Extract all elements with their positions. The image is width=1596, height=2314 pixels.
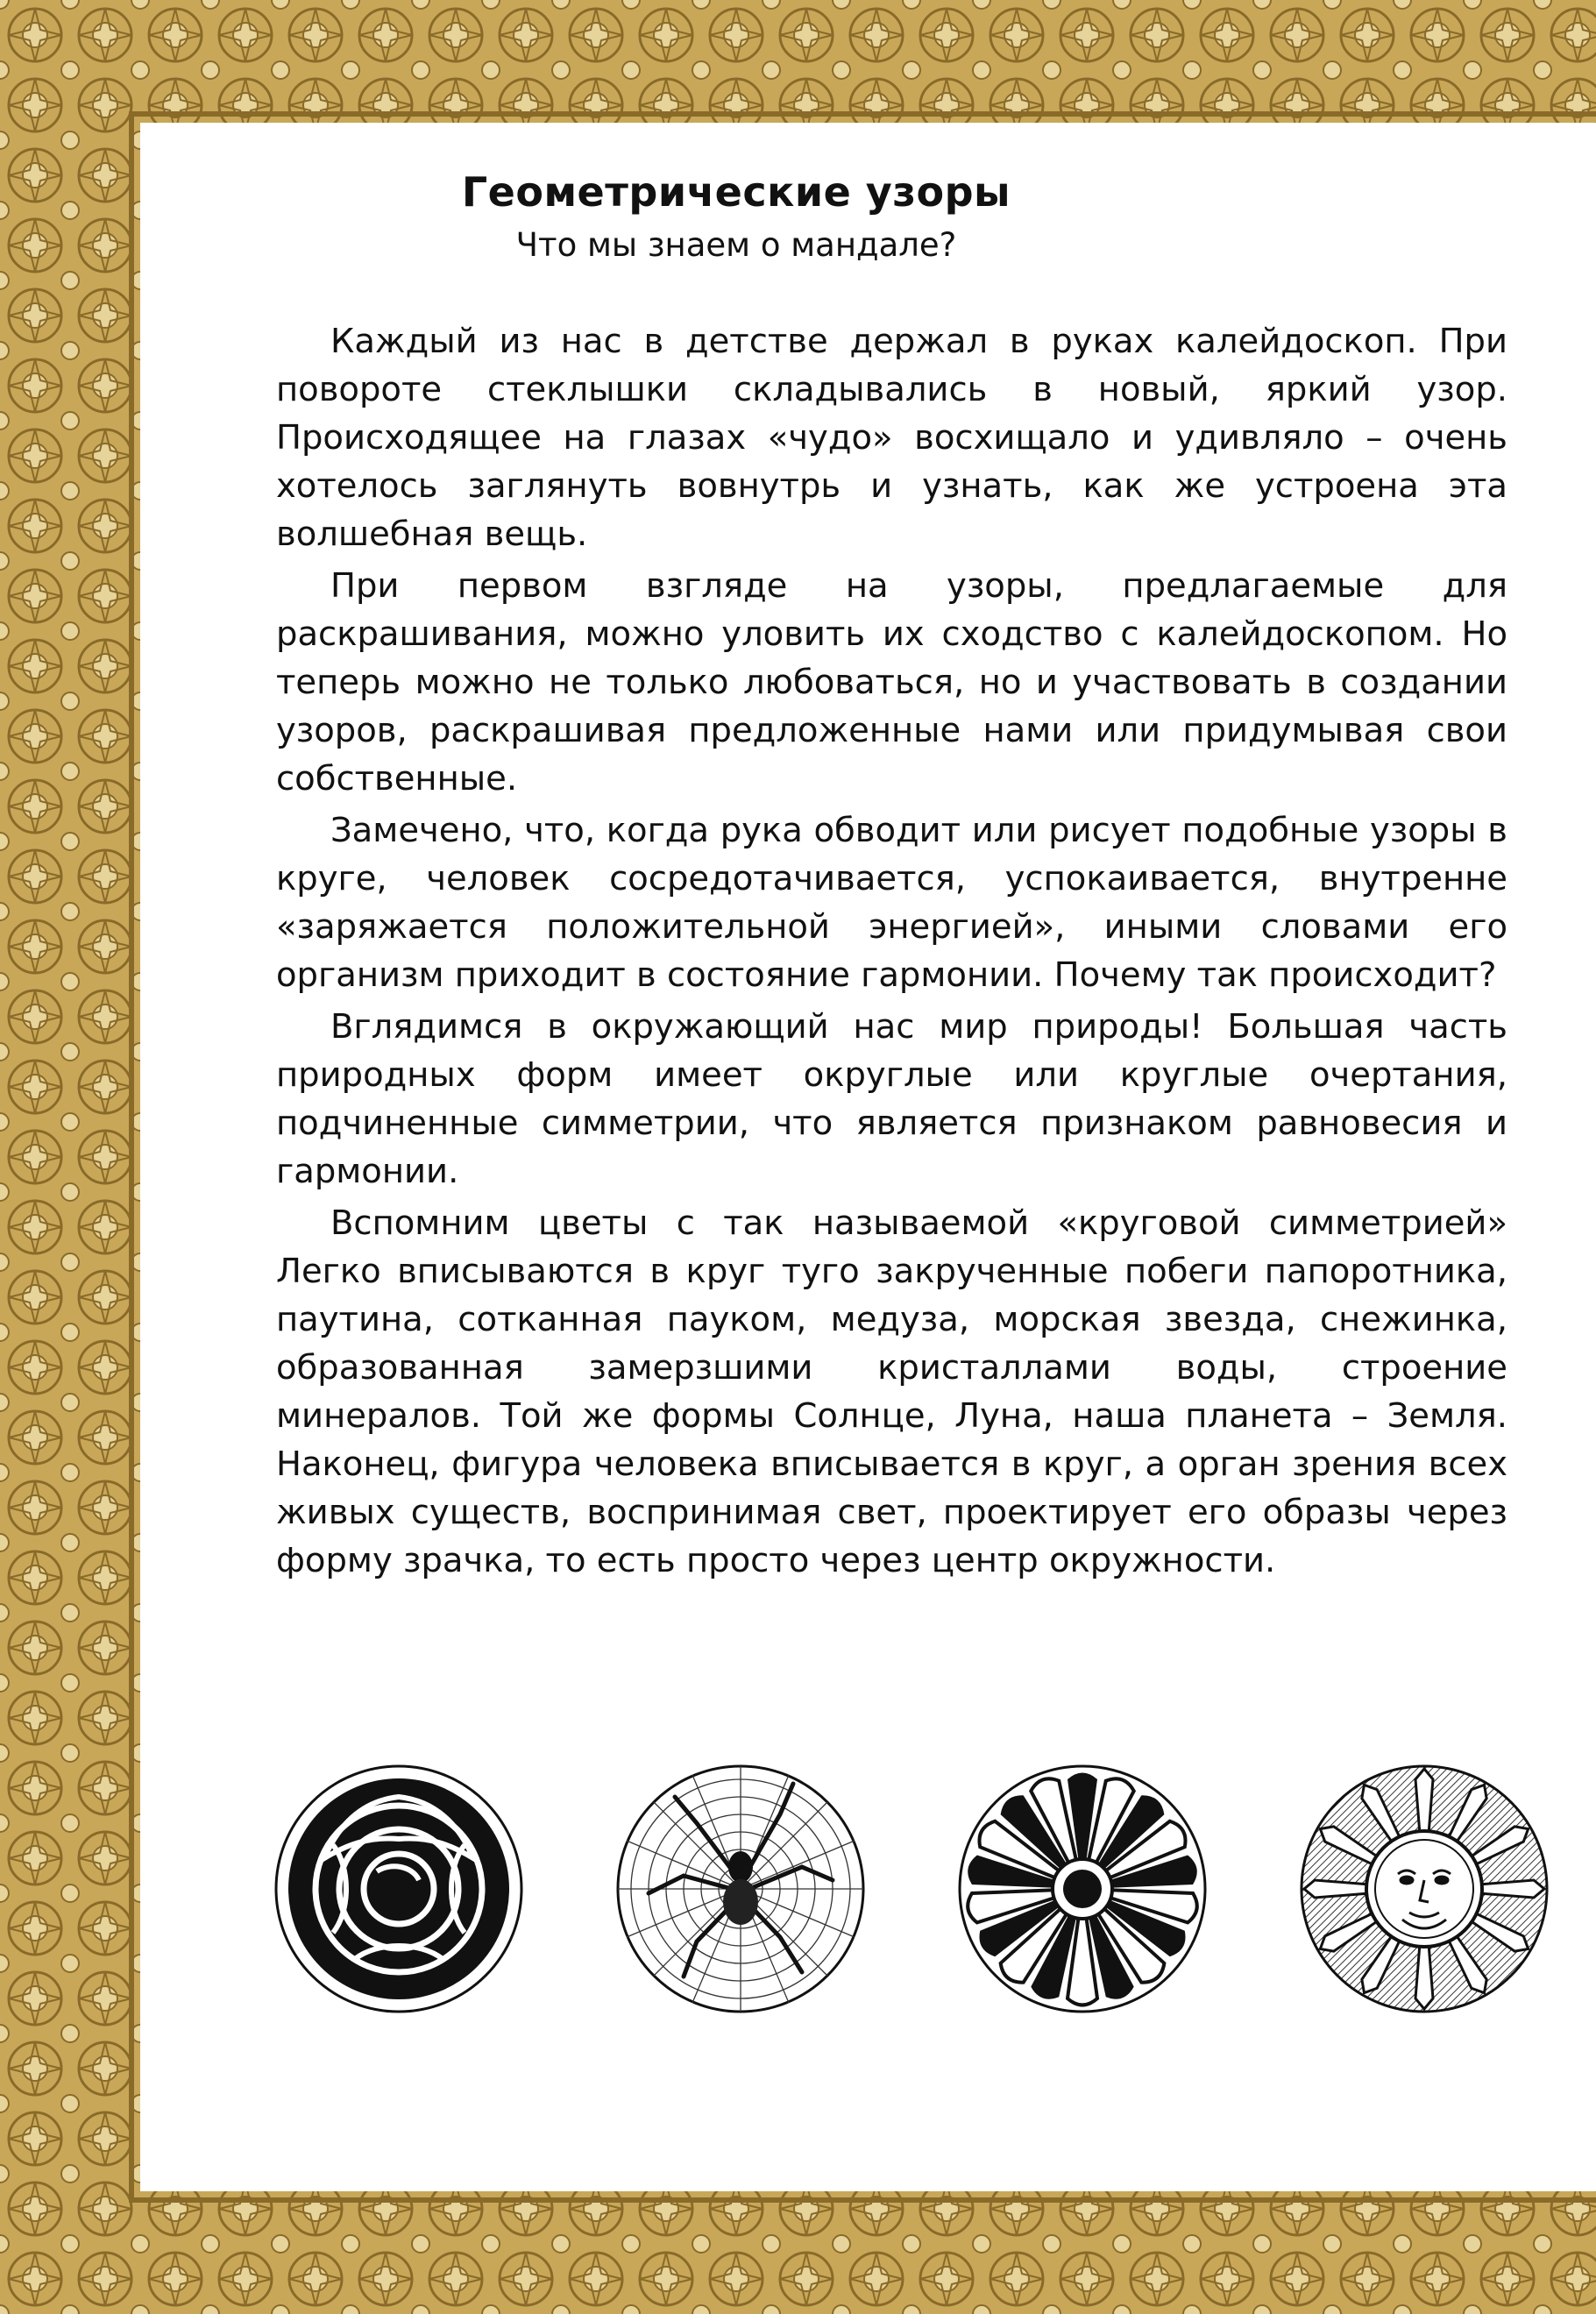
paragraph: Вспомним цветы с так называемой «круговой симметрией» Легко вписываются в круг туго закрученные побеги папоротника, паутина, сотканная пауком, медуза, морская звезда, снежинка, образованная замерзшими кристаллами воды, строение минералов. Той же формы Солнце, Луна, наша планета – Земля. Наконец, фигура человека вписывается в круг, а орган зрения всех живых существ, воспринимая свет, проектирует его образы через форму зрачка, то есть просто через центр окружности. <box>276 1203 1507 1580</box>
sun-face-icon <box>1297 1762 1551 2016</box>
page-title: Геометрические узоры <box>461 168 1011 216</box>
paragraph: Замечено, что, когда рука обводит или рисует подобные узоры в круге, человек сосредотачивается, успокаивается, внутренне «заряжается положительной энергией», иными словами его организм приходит в состояние гармонии. Почему так происходит? <box>276 811 1507 995</box>
page-subtitle: Что мы знаем о мандале? <box>515 226 957 264</box>
content <box>140 123 1596 2191</box>
paragraph: При первом взгляде на узоры, предлагаемые для раскрашивания, можно уловить их сходство с калейдоскопом. Но теперь можно не только любоваться, но и участвовать в создании узоров, раскрашивая предложенные нами или придумывая свои собственные. <box>276 566 1507 799</box>
spider-web-icon <box>614 1762 868 2016</box>
rose-mandala-icon <box>272 1762 526 2016</box>
article-body <box>276 317 1507 1588</box>
paragraph: Вглядимся в окружающий нас мир природы! Большая часть природных форм имеет округлые или круглые очертания, подчиненные симметрии, что является признаком равновесия и гармонии. <box>276 1007 1507 1191</box>
text-panel <box>140 123 1596 2191</box>
illustrations-row <box>245 1762 1551 2025</box>
daisy-flower-icon <box>955 1762 1209 2016</box>
paragraph: Каждый из нас в детстве держал в руках калейдоскоп. При повороте стеклышки складывались в новый, яркий узор. Происходящее на глазах «чудо» восхищало и удивляло – очень хотелось заглянуть вовнутрь и узнать, как же устроена эта волшебная вещь. <box>276 322 1507 554</box>
